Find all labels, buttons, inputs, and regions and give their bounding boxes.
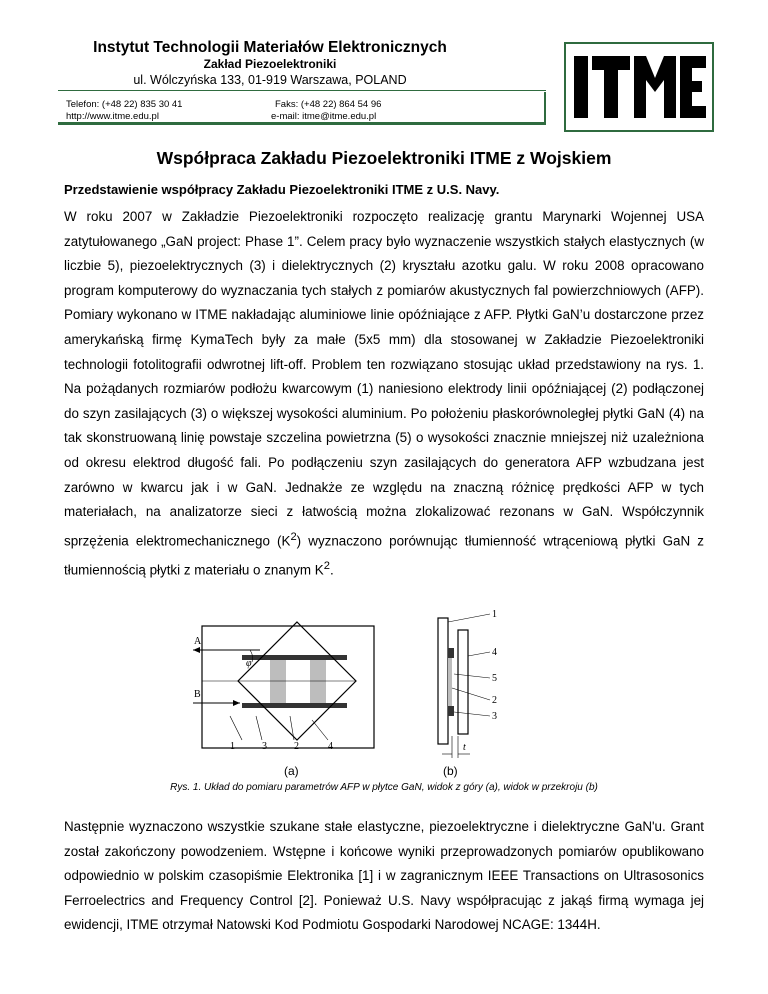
- page-title: Współpraca Zakładu Piezoelektroniki ITME z Wojskiem: [156, 148, 612, 168]
- figure-label-a: (a): [284, 764, 299, 778]
- paragraph-intro-part2: ) wyznaczono porównując tłumienność wtrąceniową płytki GaN z tłumiennością płytki z materiału o znanym K: [64, 533, 704, 578]
- superscript-2b: 2: [323, 559, 330, 572]
- figure-label-b: (b): [443, 764, 458, 778]
- email-link[interactable]: e-mail: itme@itme.edu.pl: [271, 111, 377, 122]
- figure-caption: Rys. 1. Układ do pomiaru parametrów AFP w płytce GaN, widok z góry (a), widok w przekroju (b): [170, 782, 598, 793]
- label-b-4: 4: [492, 647, 497, 658]
- label-a-3: 3: [262, 741, 267, 752]
- institute-name: Instytut Technologii Materiałów Elektronicznych: [93, 39, 447, 56]
- department-name: Zakład Piezoelektroniki: [203, 57, 337, 71]
- label-A: A: [194, 636, 202, 647]
- label-a-4: 4: [328, 741, 333, 752]
- header-rule: [58, 90, 546, 91]
- label-b-1: 1: [492, 609, 497, 620]
- phone-text: Telefon: (+48 22) 835 30 41: [66, 99, 183, 110]
- label-a-2: 2: [294, 741, 299, 752]
- label-b-3: 3: [492, 711, 497, 722]
- paragraph-results: Następnie wyznaczono wszystkie szukane stałe elastyczne, piezoelektryczne i dielektryczne GaN'u. Grant został zakończony powodzeniem. Wstępne i końcowe wyniki przeprowadzonych pomiarów opublikowano odpowiednio w polskim czasopiśmie Elektronika [1] i w zagranicznym IEEE Transactions on Ultrasosonics Ferroelectrics and Frequency Control [2]. Ponieważ U.S. Navy współpracując z jakąś firmą wymaga jej ewidencji, ITME otrzymał Natowski Kod Podmiotu Gospodarki Narodowej NCAGE: 1344H.: [64, 819, 704, 933]
- electrode-left: [270, 660, 286, 703]
- quartz-substrate-outline: [202, 626, 374, 748]
- label-t: t: [463, 742, 466, 753]
- label-a-1: 1: [230, 741, 235, 752]
- website-link[interactable]: http://www.itme.edu.pl: [66, 111, 159, 122]
- institute-address: ul. Wólczyńska 133, 01-919 Warszawa, POLAND: [133, 73, 407, 87]
- electrode-right: [310, 660, 326, 703]
- paragraph-intro: [64, 205, 704, 583]
- paragraph-intro-part3: .: [329, 562, 334, 578]
- label-b-2: 2: [492, 695, 497, 706]
- figure-diagram: [190, 608, 530, 770]
- label-phi: φ: [246, 658, 252, 669]
- itme-logo-graphic: [566, 44, 712, 130]
- section-substrate: [438, 618, 448, 744]
- section-gan-plate: [458, 630, 468, 734]
- itme-logo: [564, 42, 714, 132]
- paragraph-intro-part1: W roku 2007 w Zakładzie Piezoelektroniki rozpoczęto realizację grantu Marynarki Wojennej USA zatytułowanego „GaN project: Phase 1”. Celem pracy było wyznaczenie wszystkich stałych elastycznych (w liczbie 5), piezoelektrycznych (3) i dielektrycznych (2) kryształu azotku galu. W roku 2008 opracowano program komputerowy do wyznaczania tych stałych z pomiarów akustycznych fal powierzchniowych (AFP). Pomiary wykonano w ITME nakładając aluminiowe linie opóźniające z AFP. Płytki GaN’u dostarczone przez amerykańską firmę KymaTech były za małe (5x5 mm) dla stosowanej w Zakładzie Piezoelektroniki technologii fotolitografii odwrotnej lift-off. Problem ten rozwiązano stosując układ przedstawiony na rys. 1. Na pożądanych rozmiarów podłożu kwarcowym (1) naniesiono elektrody linii opóźniającej (2) podłączonej do szyn zasilających (3) o większej wysokości aluminium. Po położeniu płaskorównoległej płytki GaN (4) na tak skonstruowaną linię powstaje szczelina powietrzna (5) o wysokości znacznie mniejszej niż uzależniona od okresu elektrod długość fali. Po podłączeniu szyn zasilających do generatora AFP wzbudzana jest zarówno w kwarcu jak i w GaN. Jednakże ze względu na znaczną różnicę prędkości AFP w tych materiałach, na analizatorze sieci z łatwością można zlokalizować rezonans w GaN. Współczynnik sprzężenia elektromechanicznego (K: [64, 209, 704, 549]
- section-subtitle: Przedstawienie współpracy Zakładu Piezoelektroniki ITME z U.S. Navy.: [64, 182, 500, 197]
- fax-text: Faks: (+48 22) 864 54 96: [275, 99, 382, 110]
- label-b-5: 5: [492, 673, 497, 684]
- superscript-2a: 2: [290, 530, 297, 543]
- label-B: B: [194, 689, 201, 700]
